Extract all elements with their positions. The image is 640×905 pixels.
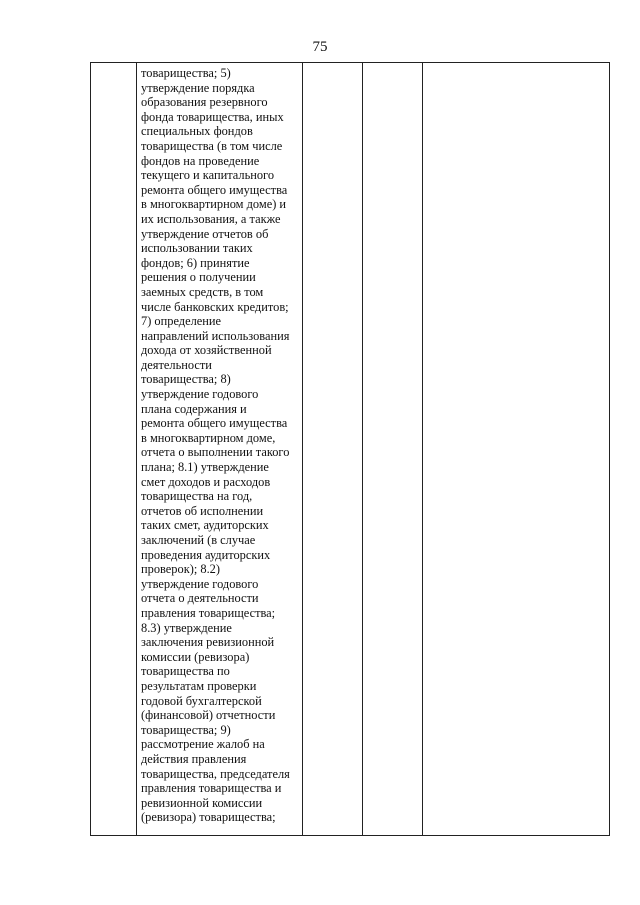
cell-3-text — [303, 63, 362, 835]
document-table — [90, 62, 610, 836]
table-cell-3 — [303, 63, 363, 836]
cell-1-text — [91, 63, 136, 835]
table-cell-2 — [137, 63, 303, 836]
table-cell-4 — [363, 63, 423, 836]
table-cell-1 — [91, 63, 137, 836]
table-cell-5 — [423, 63, 610, 836]
cell-2-text: товарищества; 5) утверждение порядка образования резервного фонда товарищества, иных специальных фондов товарищества (в том числе фондов на проведение текущего и капитального ремонта общего имущества в многоквартирном доме) и их использования, а также утверждение отчетов об использовании таких фондов; 6) принятие решения о получении заемных средств, в том числе банковских кредитов; 7) определение направлений использования дохода от хозяйственной деятельности товарищества; 8) утверждение годового плана содержания и ремонта общего имущества в многоквартирном доме, отчета о выполнении такого плана; 8.1) утверждение смет доходов и расходов товарищества на год, отчетов об исполнении таких смет, аудиторских заключений (в случае проведения аудиторских проверок); 8.2) утверждение годового отчета о деятельности правления товарищества; 8.3) утверждение заключения ревизионной комиссии (ревизора) товарищества по результатам проверки годовой бухгалтерской (финансовой) отчетности товарищества; 9) рассмотрение жалоб на действия правления товарищества, председателя правления товарищества и ревизионной комиссии (ревизора) товарищества; — [141, 66, 290, 825]
page-number: 75 — [312, 39, 328, 55]
cell-5-text — [423, 63, 609, 835]
table-row — [91, 63, 610, 836]
cell-4-text — [363, 63, 422, 835]
